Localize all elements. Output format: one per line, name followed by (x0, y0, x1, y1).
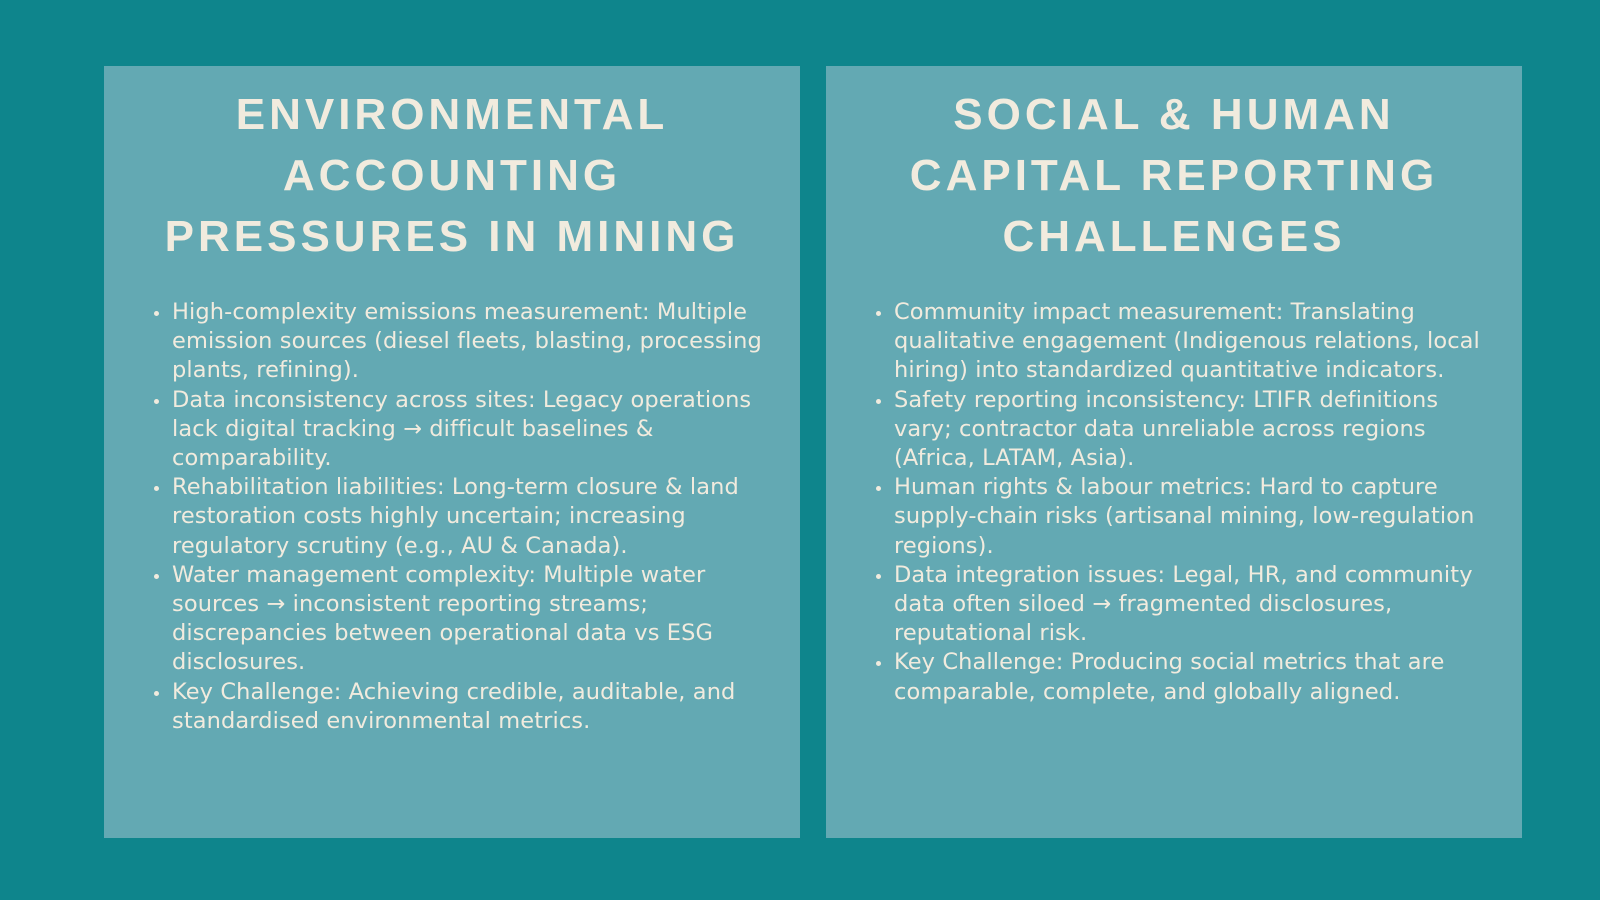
list-item (874, 648, 1502, 706)
list-item (152, 473, 766, 561)
title-line: SOCIAL & HUMAN (953, 90, 1395, 139)
list-item-text: Data inconsistency across sites: Legacy operations lack digital tracking → difficult baselines & comparability. (172, 386, 752, 472)
list-item (152, 386, 766, 474)
environmental-bullet-list (152, 298, 766, 736)
social-bullet-list (874, 298, 1502, 707)
list-item-text: Rehabilitation liabilities: Long-term closure & land restoration costs highly uncertain; increasing regulatory scrutiny (e.g., AU & Canada). (172, 474, 739, 559)
social-panel-title (826, 66, 1522, 267)
title-line: CHALLENGES (1002, 212, 1346, 261)
social-panel (826, 66, 1522, 838)
list-item (152, 678, 766, 736)
list-item-text: Safety reporting inconsistency: LTIFR definitions vary; contractor data unreliable across regions (Africa, LATAM, Asia). (894, 386, 1439, 472)
list-item-text: Key Challenge: Producing social metrics that are comparable, complete, and globally aligned. (894, 649, 1445, 705)
list-item (874, 386, 1502, 474)
list-item-text: Data integration issues: Legal, HR, and community data often siloed → fragmented disclosures, reputational risk. (894, 561, 1473, 647)
title-line: PRESSURES IN MINING (164, 212, 740, 261)
list-item-text: Community impact measurement: Translating qualitative engagement (Indigenous relations, local hiring) into standardized quantitative indicators. (894, 299, 1480, 384)
list-item (874, 473, 1502, 561)
bullet-icon (876, 399, 881, 404)
bullet-icon (876, 311, 881, 316)
bullet-icon (876, 661, 881, 666)
list-item (152, 298, 766, 386)
list-item (152, 561, 766, 678)
title-line: CAPITAL REPORTING (909, 151, 1439, 200)
list-item-text: Water management complexity: Multiple water sources → inconsistent reporting streams; discrepancies between operational data vs ESG disclosures. (172, 561, 714, 676)
bullet-icon (154, 574, 159, 579)
environmental-panel (104, 66, 800, 838)
list-item (874, 561, 1502, 649)
title-line: ACCOUNTING (282, 151, 622, 200)
list-item-text: Key Challenge: Achieving credible, auditable, and standardised environmental metrics. (172, 678, 736, 734)
bullet-icon (154, 399, 159, 404)
bullet-icon (154, 311, 159, 316)
list-item-text: Human rights & labour metrics: Hard to capture supply-chain risks (artisanal mining, low-regulation regions). (894, 474, 1475, 559)
title-line: ENVIRONMENTAL (235, 90, 669, 139)
bullet-icon (154, 691, 159, 696)
bullet-icon (876, 486, 881, 491)
environmental-panel-title (104, 66, 800, 267)
bullet-icon (154, 486, 159, 491)
list-item-text: High-complexity emissions measurement: Multiple emission sources (diesel fleets, blasting, processing plants, refining). (172, 299, 762, 384)
list-item (874, 298, 1502, 386)
bullet-icon (876, 574, 881, 579)
